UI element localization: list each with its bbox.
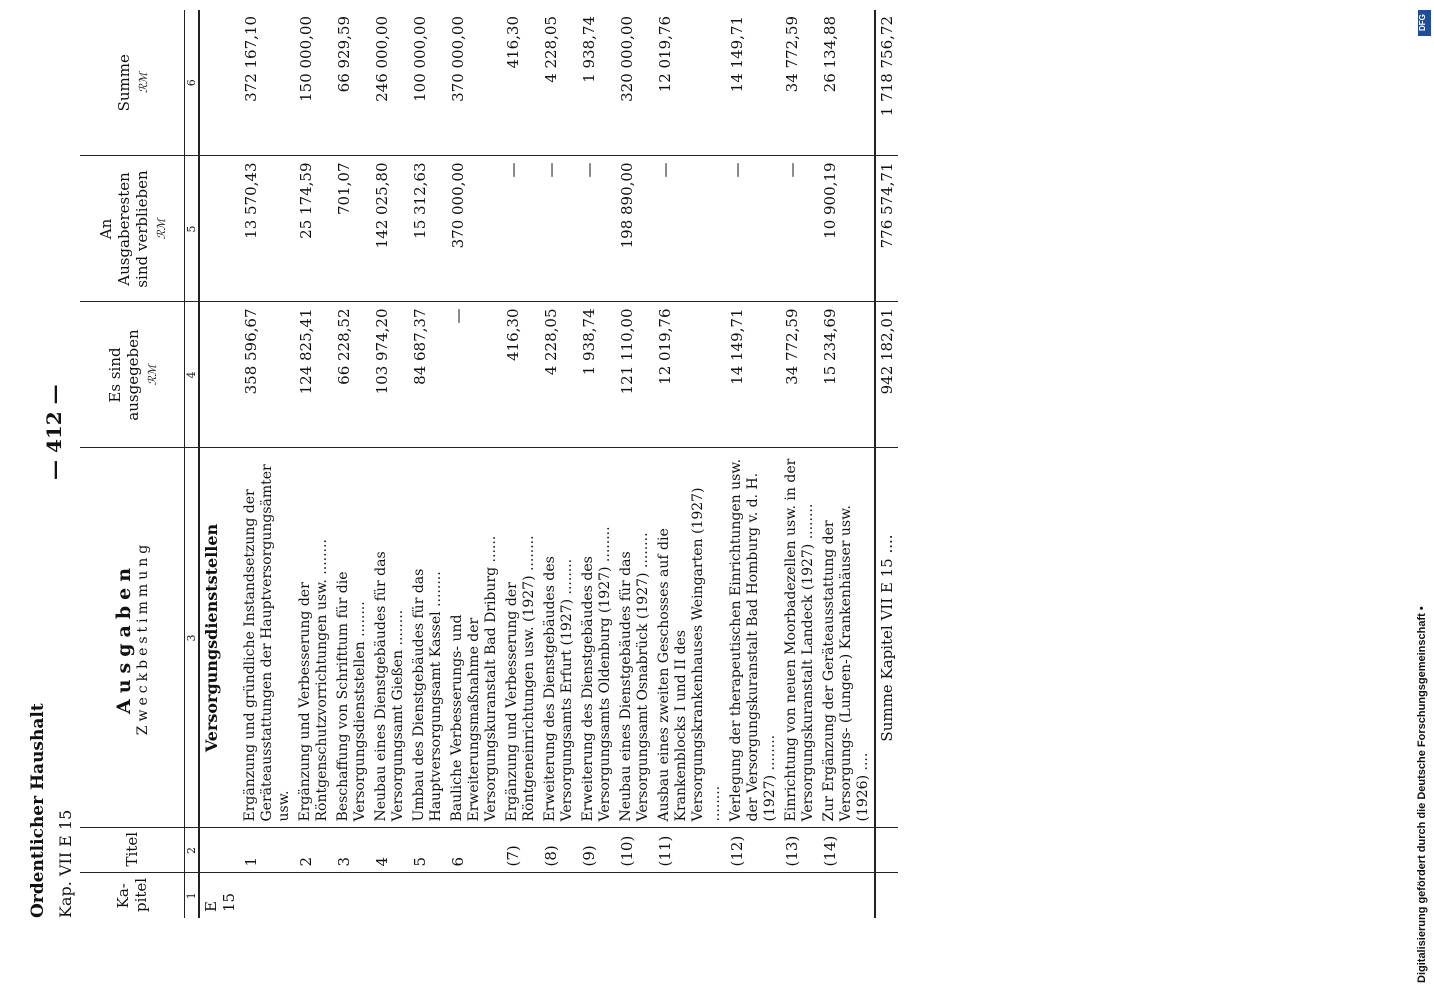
- row-titel: 6: [447, 828, 502, 873]
- table-row: [333, 10, 371, 918]
- row-titel: (12): [726, 828, 781, 873]
- col-number: 5: [185, 156, 200, 302]
- dfg-logo: DFG: [1418, 10, 1431, 36]
- row-ausgegeben: 15 234,69: [819, 302, 875, 448]
- col-number: 1: [185, 873, 200, 918]
- col-header-kapitel: Ka-pitel: [80, 873, 185, 918]
- row-kapitel: [781, 873, 819, 918]
- row-summe: 26 134,88: [819, 10, 875, 156]
- row-kapitel: [616, 873, 654, 918]
- total-label: Summe Kapitel VII E 15 ....: [875, 448, 898, 828]
- row-reste: —: [502, 156, 540, 302]
- row-description: Umbau des Dienstgebäudes für das Hauptversorgungsamt Kassel ........: [409, 448, 447, 828]
- section-row: [199, 10, 240, 918]
- row-description: Beschaffung von Schrifttum für die Versorgungsdienststellen ........: [333, 448, 371, 828]
- row-description: Ausbau eines zweiten Geschosses auf die Krankenblocks I und II des Versorgungskrankenhauses Weingarten (1927) ........: [654, 448, 726, 828]
- row-kapitel: [540, 873, 578, 918]
- row-summe: 416,30: [502, 10, 540, 156]
- chapter-label: Kap. VII E 15: [56, 809, 75, 918]
- row-reste: 13 570,43: [240, 156, 295, 302]
- row-ausgegeben: 34 772,59: [781, 302, 819, 448]
- row-reste: 701,07: [333, 156, 371, 302]
- table-row: [409, 10, 447, 918]
- row-reste: —: [540, 156, 578, 302]
- row-summe: 320 000,00: [616, 10, 654, 156]
- row-description: Ergänzung und gründliche Instandsetzung der Geräteausstattungen der Hauptversorgungsämter usw.: [240, 448, 295, 828]
- row-description: Bauliche Verbesserungs- und Erweiterungsmaßnahme der Versorgungskuranstalt Bad Driburg ......: [447, 448, 502, 828]
- row-titel: 2: [295, 828, 333, 873]
- total-ausgegeben: 942 182,01: [875, 302, 898, 448]
- row-reste: —: [726, 156, 781, 302]
- col-number: 2: [185, 828, 200, 873]
- row-summe: 4 228,05: [540, 10, 578, 156]
- row-summe: 150 000,00: [295, 10, 333, 156]
- row-titel: (14): [819, 828, 875, 873]
- table-row: [295, 10, 333, 918]
- total-reste: 776 574,71: [875, 156, 898, 302]
- row-summe: 372 167,10: [240, 10, 295, 156]
- page-number: — 412 —: [42, 384, 66, 480]
- table-row: [240, 10, 295, 918]
- row-titel: 4: [371, 828, 409, 873]
- row-reste: 198 890,00: [616, 156, 654, 302]
- row-titel: (7): [502, 828, 540, 873]
- total-summe: 1 718 756,72: [875, 10, 898, 156]
- col-header-ausgegeben: Es sind ausgegeben ℛℳ: [80, 302, 185, 448]
- kapitel-code: E 15: [202, 892, 238, 912]
- row-description: Ergänzung und Verbesserung der Röntgeneinrichtungen usw. (1927) ........: [502, 448, 540, 828]
- row-kapitel: [295, 873, 333, 918]
- row-ausgegeben: 358 596,67: [240, 302, 295, 448]
- table-row: [578, 10, 616, 918]
- row-kapitel: [371, 873, 409, 918]
- table-row: [540, 10, 578, 918]
- row-titel: (10): [616, 828, 654, 873]
- row-reste: —: [781, 156, 819, 302]
- zweckbestimmung-heading: Zweckbestimmung: [135, 540, 151, 736]
- row-kapitel: [726, 873, 781, 918]
- row-summe: 100 000,00: [409, 10, 447, 156]
- row-ausgegeben: 103 974,20: [371, 302, 409, 448]
- row-reste: 10 900,19: [819, 156, 875, 302]
- row-reste: 370 000,00: [447, 156, 502, 302]
- row-ausgegeben: 124 825,41: [295, 302, 333, 448]
- row-description: Erweiterung des Dienstgebäudes des Versorgungsamts Oldenburg (1927) ........: [578, 448, 616, 828]
- row-ausgegeben: 84 687,37: [409, 302, 447, 448]
- row-description: Zur Ergänzung der Geräteausstattung der Versorgungs- (Lungen-) Krankenhäuser usw. (1926) ....: [819, 448, 875, 828]
- row-ausgegeben: 416,30: [502, 302, 540, 448]
- row-titel: 3: [333, 828, 371, 873]
- col-header-reste: An Ausgaberesten sind verblieben ℛℳ: [80, 156, 185, 302]
- row-summe: 370 000,00: [447, 10, 502, 156]
- row-description: Neubau eines Dienstgebäudes für das Versorgungsamt Osnabrück (1927) ........: [616, 448, 654, 828]
- row-ausgegeben: 4 228,05: [540, 302, 578, 448]
- total-row: [875, 10, 898, 918]
- row-kapitel: [409, 873, 447, 918]
- row-description: Verlegung der therapeutischen Einrichtungen usw. der Versorgungskuranstalt Bad Homburg v. d. H. (1927) ........: [726, 448, 781, 828]
- row-kapitel: [819, 873, 875, 918]
- table-row: [371, 10, 409, 918]
- row-kapitel: [333, 873, 371, 918]
- digitization-note: Digitalisierung gefördert durch die Deutsche Forschungsgemeinschaft •: [1416, 606, 1428, 983]
- table-row: [819, 10, 875, 918]
- row-reste: 25 174,59: [295, 156, 333, 302]
- col-number: 6: [185, 10, 200, 156]
- col-header-summe: Summe ℛℳ: [80, 10, 185, 156]
- row-ausgegeben: 121 110,00: [616, 302, 654, 448]
- row-ausgegeben: 1 938,74: [578, 302, 616, 448]
- row-description: Ergänzung und Verbesserung der Röntgenschutzvorrichtungen usw. ........: [295, 448, 333, 828]
- page-title: Ordentlicher Haushalt: [28, 703, 48, 918]
- budget-table: [80, 10, 898, 918]
- row-ausgegeben: 12 019,76: [654, 302, 726, 448]
- row-kapitel: [654, 873, 726, 918]
- row-ausgegeben: —: [447, 302, 502, 448]
- row-summe: 12 019,76: [654, 10, 726, 156]
- section-heading: Versorgungsdienststellen: [199, 448, 240, 828]
- row-titel: (11): [654, 828, 726, 873]
- row-summe: 14 149,71: [726, 10, 781, 156]
- row-description: Einrichtung von neuen Moorbadezellen usw. in der Versorgungskuranstalt Landeck (1927) ........: [781, 448, 819, 828]
- row-titel: (13): [781, 828, 819, 873]
- row-reste: 15 312,63: [409, 156, 447, 302]
- row-description: Neubau eines Dienstgebäudes für das Versorgungsamt Gießen ........: [371, 448, 409, 828]
- row-kapitel: [502, 873, 540, 918]
- row-titel: (9): [578, 828, 616, 873]
- row-ausgegeben: 14 149,71: [726, 302, 781, 448]
- table-row: [726, 10, 781, 918]
- col-header-titel: Titel: [80, 828, 185, 873]
- table-row: [654, 10, 726, 918]
- row-reste: —: [654, 156, 726, 302]
- table-row: [447, 10, 502, 918]
- table-row: [781, 10, 819, 918]
- table-row: [616, 10, 654, 918]
- col-header-zweck: [80, 448, 185, 828]
- row-titel: 1: [240, 828, 295, 873]
- row-kapitel: [578, 873, 616, 918]
- row-ausgegeben: 66 228,52: [333, 302, 371, 448]
- row-kapitel: [240, 873, 295, 918]
- table-row: [502, 10, 540, 918]
- row-reste: —: [578, 156, 616, 302]
- row-reste: 142 025,80: [371, 156, 409, 302]
- ausgaben-heading: Ausgaben: [113, 561, 135, 715]
- row-titel: (8): [540, 828, 578, 873]
- col-number: 3: [185, 448, 200, 828]
- row-summe: 34 772,59: [781, 10, 819, 156]
- row-summe: 66 929,59: [333, 10, 371, 156]
- row-titel: 5: [409, 828, 447, 873]
- col-number: 4: [185, 302, 200, 448]
- row-kapitel: [447, 873, 502, 918]
- row-description: Erweiterung des Dienstgebäudes des Versorgungsamts Erfurt (1927) ........: [540, 448, 578, 828]
- rotated-table-sheet: [20, 0, 1320, 1000]
- row-summe: 1 938,74: [578, 10, 616, 156]
- row-summe: 246 000,00: [371, 10, 409, 156]
